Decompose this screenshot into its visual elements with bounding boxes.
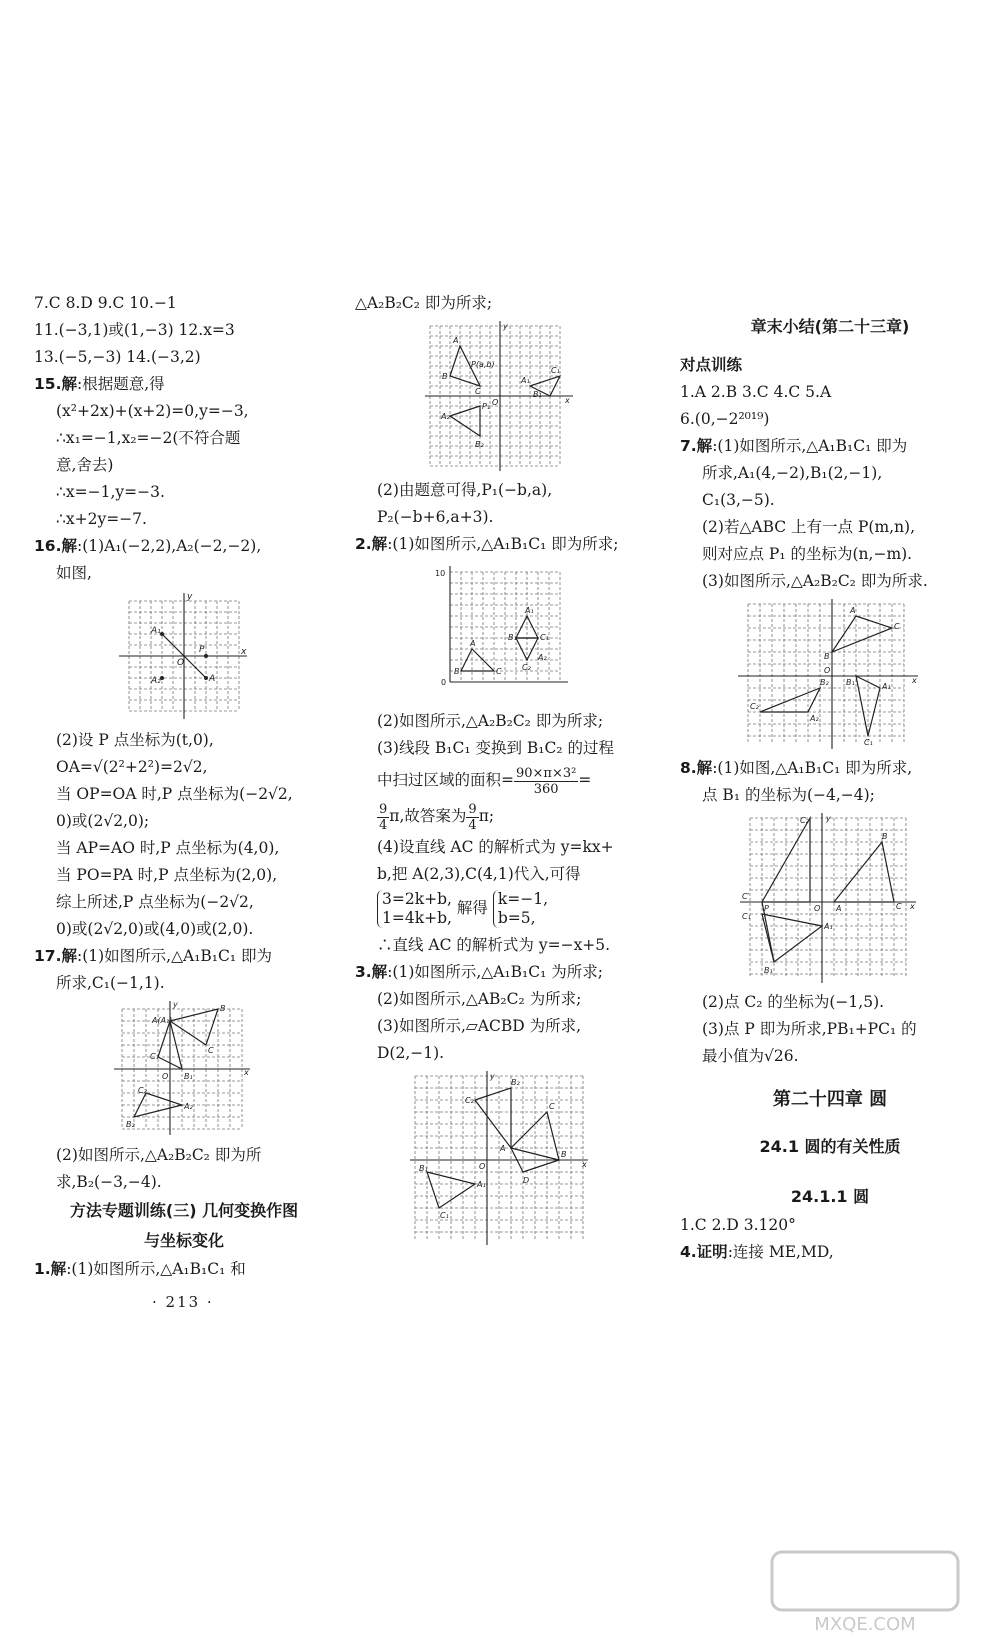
label-a: A: [500, 1144, 506, 1153]
figure-m1: [425, 321, 575, 471]
label-a2: A₂: [184, 1102, 193, 1111]
label-c1: C₁: [863, 738, 873, 747]
label-a: A: [209, 674, 216, 684]
m1-text: :(1)如图所示,△A₁B₁C₁ 和: [66, 1260, 246, 1278]
section-practice: 对点训练: [680, 356, 743, 374]
label-o: O: [823, 666, 830, 675]
m2-line: ∴直线 AC 的解析式为 y=−x+5.: [377, 936, 611, 954]
answer-line: 7.C 8.D 9.C 10.−1: [34, 294, 177, 312]
figure-q17: [114, 1001, 254, 1136]
q7-line: [680, 433, 980, 460]
label-b1: B₁: [508, 633, 517, 642]
q15-line: ∴x+2y=−7.: [56, 510, 147, 528]
label-x: x: [910, 902, 915, 911]
label-b1: B₁: [845, 678, 855, 687]
m3-label: 3.解: [355, 963, 388, 981]
m3-line: [355, 959, 645, 986]
label-x: x: [911, 676, 917, 685]
label-o: O: [479, 1162, 486, 1171]
label-o: O: [814, 904, 821, 913]
q7-label: 7.解: [680, 437, 713, 455]
label-b: B: [823, 652, 829, 661]
label-c-prime: C′: [742, 892, 750, 901]
q16-line: (2)设 P 点坐标为(t,0),: [56, 731, 214, 749]
watermark-logo: [770, 1550, 960, 1640]
q16-line: [34, 533, 334, 560]
m2-text: =: [578, 771, 592, 789]
m2-line: (4)设直线 AC 的解析式为 y=kx+: [377, 838, 614, 856]
answer-line: 1.C 2.D 3.120°: [680, 1216, 796, 1234]
q8-line: (2)点 C₂ 的坐标为(−1,5).: [702, 993, 885, 1011]
label-a: A: [836, 904, 842, 913]
label-c1: C₁: [742, 912, 751, 921]
system-solve: 解得: [456, 899, 488, 917]
label-x: x: [565, 396, 570, 405]
label-a2: A₂: [441, 412, 450, 421]
chapter-summary-title: 章末小结(第二十三章): [750, 317, 910, 336]
label-b2: B₂: [819, 678, 829, 687]
column-left: [34, 290, 334, 1283]
q8-line: [680, 755, 980, 782]
label-c2: C₂: [800, 816, 809, 825]
q15-line: ∴x₁=−1,x₂=−2(不符合题: [56, 429, 241, 447]
m3-line: (2)如图所示,△AB₂C₂ 为所求;: [377, 990, 582, 1008]
brace-right: k=−1, b=5,: [493, 890, 548, 928]
label-p: P(a,b): [471, 360, 495, 369]
label-c: C: [496, 667, 502, 676]
q17-text: :(1)如图所示,△A₁B₁C₁ 即为: [76, 947, 273, 965]
label-a2: A₂: [538, 653, 547, 662]
q15-text: :根据题意,得: [76, 375, 165, 393]
label-c2: C₂: [522, 663, 531, 672]
label-c: C: [893, 622, 900, 631]
label-p1: P₁: [482, 402, 491, 411]
q16-line: 当 OP=OA 时,P 点坐标为(−2√2,: [56, 785, 293, 803]
label-c2: C₂: [465, 1096, 474, 1105]
label-a: A: [453, 336, 459, 345]
answer-line: 1.A 2.B 3.C 4.C 5.A: [680, 383, 832, 401]
figure-q16: [119, 591, 249, 721]
section-24-1-title: 24.1 圆的有关性质: [759, 1137, 901, 1156]
label-a1: A₁: [477, 1180, 486, 1189]
q16-line: 当 AP=AO 时,P 点坐标为(4,0),: [56, 839, 280, 857]
answer-line: 11.(−3,1)或(1,−3) 12.x=3: [34, 321, 235, 339]
figure-q7: [738, 599, 923, 749]
q4-line: [680, 1239, 980, 1266]
answer-line: 6.(0,−2²⁰¹⁹): [680, 410, 770, 428]
label-y: y: [187, 592, 193, 602]
q16-line: 0)或(2√2,0)或(4,0)或(2,0).: [56, 920, 254, 938]
q16-label: 16.解: [34, 537, 77, 555]
q7-text: :(1)如图所示,△A₁B₁C₁ 即为: [712, 437, 908, 455]
label-y: y: [173, 1001, 178, 1009]
q4-text: :连接 ME,MD,: [727, 1243, 834, 1261]
label-o: O: [162, 1072, 169, 1081]
label-a: A(A₁): [152, 1016, 173, 1025]
m2-text: 中扫过区域的面积=: [377, 771, 514, 789]
label-o: O: [492, 398, 499, 407]
method-subtitle: 与坐标变化: [143, 1231, 224, 1250]
label-a2: A₂: [809, 714, 819, 723]
triangle-ab2c2: [475, 1088, 511, 1148]
q15-line: (x²+2x)+(x+2)=0,y=−3,: [56, 402, 249, 420]
m2-line: [355, 798, 645, 834]
label-a: A: [849, 606, 855, 615]
brace-left: 3=2k+b, 1=4k+b,: [377, 890, 452, 928]
label-a2: A₂: [151, 676, 161, 686]
label-b1: B₁: [533, 390, 542, 399]
label-c1: C₁: [551, 366, 560, 375]
m1-line: △A₂B₂C₂ 即为所求;: [355, 294, 493, 312]
m2-line: [355, 762, 645, 798]
label-c: C: [549, 1102, 555, 1111]
m3-text: :(1)如图所示,△A₁B₁C₁ 为所求;: [387, 963, 603, 981]
triangle-abc: [832, 616, 892, 652]
q8-label: 8.解: [680, 759, 713, 777]
label-b: B: [454, 667, 460, 676]
m1-label: 1.解: [34, 1260, 67, 1278]
grid: [450, 572, 560, 682]
label-b: B: [882, 832, 888, 841]
q7-line: (2)若△ABC 上有一点 P(m,n),: [702, 518, 916, 536]
section-24-1-1-title: 24.1.1 圆: [790, 1187, 870, 1206]
label-c: C: [896, 902, 902, 911]
figure-q8: [740, 813, 920, 983]
q15-line: 意,舍去): [56, 456, 114, 474]
label-x: x: [241, 647, 247, 657]
m3-line: (3)如图所示,▱ACBD 为所求,: [377, 1017, 582, 1035]
label-o: O: [177, 658, 185, 668]
label-b: B: [442, 372, 448, 381]
q8-line: 点 B₁ 的坐标为(−4,−4);: [702, 786, 875, 804]
label-b1: B₁: [419, 1164, 428, 1173]
q16-line: OA=√(2²+2²)=2√2,: [56, 758, 208, 776]
q17-line: 所求,C₁(−1,1).: [56, 974, 165, 992]
label-a1: A₁: [525, 606, 534, 615]
label-c2: C₂: [138, 1086, 147, 1095]
label-a1: A₁: [881, 682, 891, 691]
q8-line: (3)点 P 即为所求,PB₁+PC₁ 的: [702, 1020, 917, 1038]
label-x: x: [244, 1068, 249, 1077]
m1-line: (2)由题意可得,P₁(−b,a),: [377, 481, 553, 499]
figure-m2: [430, 562, 570, 702]
label-a: A: [470, 639, 476, 648]
q15-line: ∴x=−1,y=−3.: [56, 483, 165, 501]
q15-label: 15.解: [34, 375, 77, 393]
label-c1: C₁: [440, 1211, 449, 1220]
label-x: x: [582, 1160, 587, 1169]
label-p: P: [764, 904, 769, 913]
q17-line: 求,B₂(−3,−4).: [56, 1173, 162, 1191]
m2-text: :(1)如图所示,△A₁B₁C₁ 即为所求;: [387, 535, 619, 553]
figure-m3: [410, 1071, 590, 1246]
label-b1: B₁: [764, 966, 773, 975]
triangle-abc: [834, 842, 894, 902]
tick-y-10: 10: [435, 569, 446, 578]
label-b2: B₂: [475, 440, 484, 449]
label-a1: A₁: [521, 376, 530, 385]
fraction: $\frac{9}{4}$: [379, 801, 388, 833]
column-middle: [355, 290, 645, 1252]
q15-line: [34, 371, 334, 398]
label-c1: C₁: [540, 633, 549, 642]
m2-text: π;: [478, 807, 495, 825]
q16-line: 0)或(2√2,0);: [56, 812, 150, 830]
q17-label: 17.解: [34, 947, 77, 965]
tick-origin: 0: [441, 678, 447, 687]
q7-line: C₁(3,−5).: [702, 491, 775, 509]
triangle-a2b2c2: [450, 406, 480, 436]
q7-line: 则对应点 P₁ 的坐标为(n,−m).: [702, 545, 913, 563]
m3-line: D(2,−1).: [377, 1044, 445, 1062]
label-a1: A₁: [824, 922, 833, 931]
watermark-text: MXQE.COM: [814, 1614, 916, 1635]
page-number: · 213 ·: [152, 1293, 214, 1311]
q16-line: 综上所述,P 点坐标为(−2√2,: [56, 893, 254, 911]
label-d: D: [523, 1176, 530, 1185]
q17-line: (2)如图所示,△A₂B₂C₂ 即为所: [56, 1146, 262, 1164]
label-b: B: [561, 1150, 567, 1159]
point-p: [204, 654, 208, 658]
q8-line: 最小值为√26.: [702, 1047, 799, 1065]
q16-text: :(1)A₁(−2,2),A₂(−2,−2),: [76, 537, 262, 555]
column-right: [680, 290, 980, 1266]
label-y: y: [503, 322, 508, 331]
m2-line: (3)线段 B₁C₁ 变换到 B₁C₂ 的过程: [377, 739, 615, 757]
m2-line: (2)如图所示,△A₂B₂C₂ 即为所求;: [377, 712, 604, 730]
m2-line: [355, 531, 645, 558]
label-c2: C₂: [749, 702, 759, 711]
label-y: y: [490, 1072, 495, 1081]
q16-line: 当 PO=PA 时,P 点坐标为(2,0),: [56, 866, 278, 884]
chapter-24-title: 第二十四章 圆: [772, 1089, 888, 1110]
equation-system: [355, 890, 645, 928]
label-b2: B₂: [511, 1078, 520, 1087]
fraction: $\frac{\text{90×π×3²}}{360}$: [516, 765, 577, 797]
label-c1: C₁: [150, 1052, 159, 1061]
label-b: B: [220, 1004, 226, 1013]
q16-line: 如图,: [56, 564, 92, 582]
fraction: $\frac{9}{4}$: [468, 801, 477, 833]
m2-line: b,把 A(2,3),C(4,1)代入,可得: [377, 865, 581, 883]
method-title: 方法专题训练(三) 几何变换作图: [69, 1201, 299, 1220]
label-c: C: [475, 387, 481, 396]
q7-line: (3)如图所示,△A₂B₂C₂ 即为所求.: [702, 572, 928, 590]
label-c: C: [208, 1046, 214, 1055]
label-y: y: [826, 814, 831, 823]
q7-line: 所求,A₁(4,−2),B₁(2,−1),: [702, 464, 883, 482]
answer-line: 13.(−5,−3) 14.(−3,2): [34, 348, 201, 366]
m1-line: [34, 1256, 334, 1283]
q4-label: 4.证明: [680, 1243, 728, 1261]
label-p: P: [199, 645, 205, 655]
q8-text: :(1)如图,△A₁B₁C₁ 即为所求,: [712, 759, 913, 777]
label-a1: A₁: [151, 626, 161, 636]
q17-line: [34, 943, 334, 970]
point-a: [204, 676, 208, 680]
m1-line: P₂(−b+6,a+3).: [377, 508, 494, 526]
m2-text: π,故答案为: [389, 807, 467, 825]
m2-label: 2.解: [355, 535, 388, 553]
label-b2: B₂: [126, 1120, 135, 1129]
label-b1: B₁: [184, 1072, 193, 1081]
